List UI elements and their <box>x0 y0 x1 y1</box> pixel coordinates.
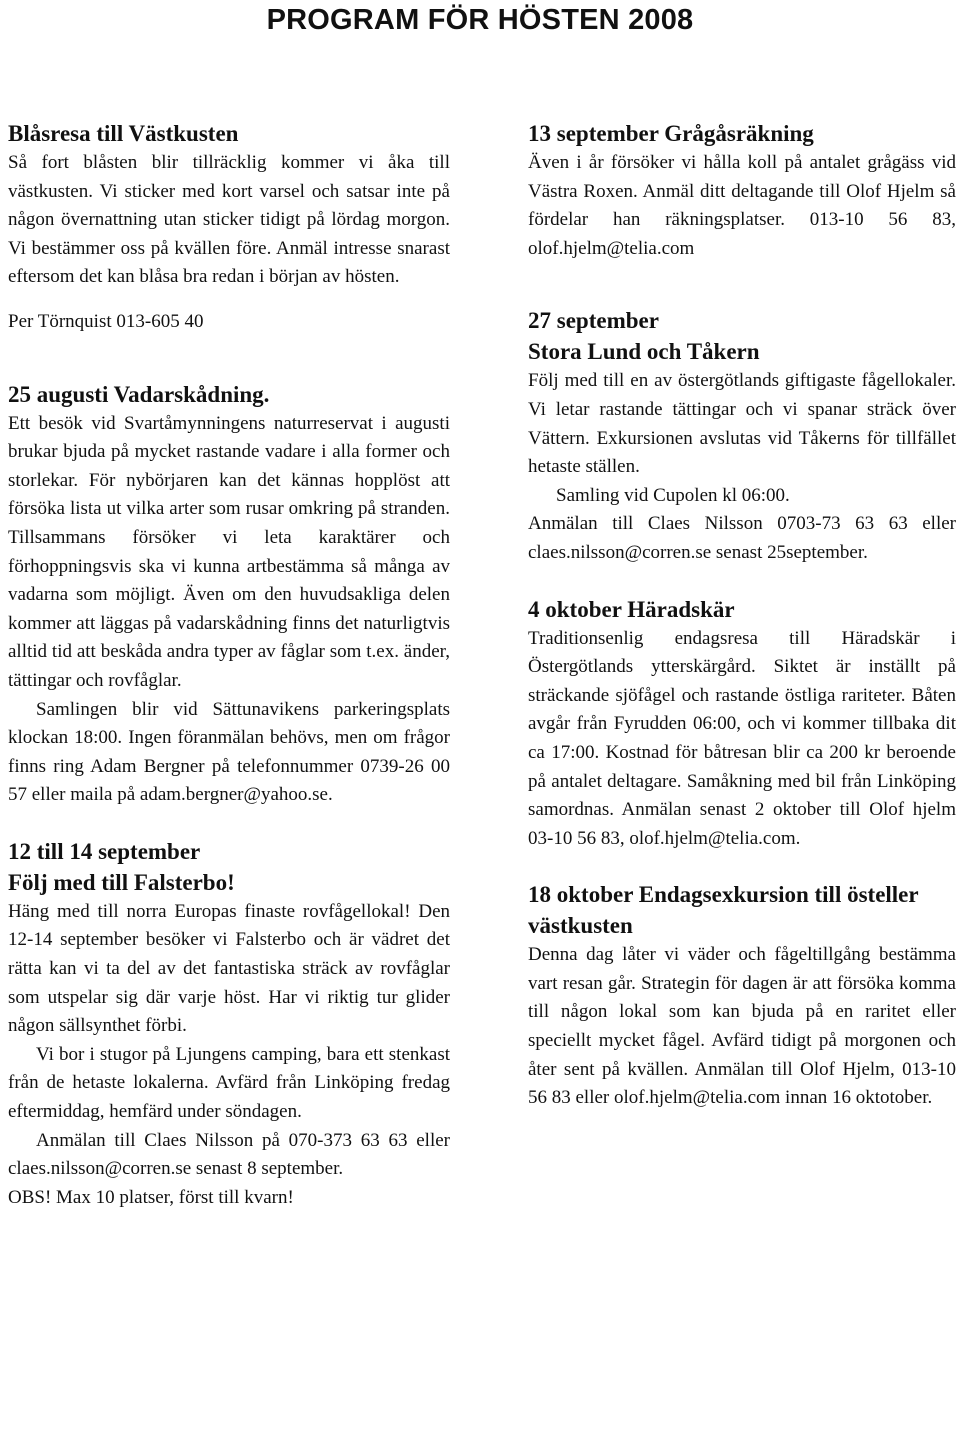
section-endagsexkursion <box>528 879 956 1113</box>
section-body-registration: Anmälan till Claes Nilsson på 070-373 63 63 eller claes.nilsson@corren.se senast 8 september. <box>8 1129 450 1180</box>
section-stora-lund <box>528 305 956 567</box>
obs-note: OBS! Max 10 platser, först till kvarn! <box>8 1186 294 1208</box>
section-body-accommodation: Vi bor i stugor på Ljungens camping, bara ett stenkast från de hetaste lokalerna. Avfärd från Linköping fredag eftermiddag, hemfärd under söndagen. <box>8 1043 450 1123</box>
section-gragasrakning <box>528 118 956 263</box>
section-falsterbo <box>8 836 450 1213</box>
section-body: Traditionsenlig endagsresa till Häradskär i Östergötlands ytterskärgård. Siktet är inställt på sträckande sjöfågel och rastande östliga rariteter. Båten avgår från Fyrudden 06:00, och vi kommer tillbaka dit ca 17:00. Kostnad för båtresan blir ca 200 kr beroende på antalet deltagare. Samåkning med bil från Linköping samordnas. Anmälan senast 2 oktober till Olof hjelm 03-10 56 83, olof.hjelm@telia.com. <box>528 627 956 849</box>
page-title: PROGRAM FÖR HÖSTEN 2008 <box>266 4 694 36</box>
section-heading: 25 augusti Vadarskådning. <box>8 381 270 407</box>
section-body: Så fort blåsten blir tillräcklig kommer vi åka till västkusten. Vi sticker med kort varsel och satsar inte på någon övernattning utan sticker tidigt på lördag morgon. Vi bestämmer oss på kvällen före. Anmäl intresse snarast eftersom det kan blåsa bra redan i början av hösten. <box>8 152 450 288</box>
contact-line: Per Törnquist 013-605 40 <box>8 310 204 332</box>
section-body-meeting: Samling vid Cupolen kl 06:00. <box>556 484 790 506</box>
section-heading-date: 12 till 14 september <box>8 838 201 864</box>
section-body: Ett besök vid Svartåmynningens naturreservat i augusti brukar bjuda på mycket rastande vadare i alla former och storlekar. För nybörjaren kan det kännas hopplöst att försöka lista ut vilka arter som rusar omkring på stranden. Tillsammans försöker vi leta karaktärer och förhoppningsvis ska vi kunna artbestämma så många av vadarna som möjligt. Även om den huvudsakliga delen kommer att läggas på vadarskådning finns det naturligtvis alltid tid att beskåda andra typer av fåglar som t.ex. änder, tättingar och rovfåglar. <box>8 412 450 691</box>
section-heading: 18 oktober Endagsexkursion till östeller västkusten <box>528 882 919 939</box>
section-heading-date: 27 september <box>528 308 659 334</box>
section-heading: 13 september Grågåsräkning <box>528 121 814 146</box>
section-vadarskadning <box>8 379 450 810</box>
section-heading: Följ med till Falsterbo! <box>8 869 235 895</box>
section-body: Denna dag låter vi väder och fågeltillgång bestämma vart resan går. Strategin för dagen är att försöka komma till någon lokal som kan bjuda på en raritet eller speciellt mycket fågel. Avfärd tidigt på morgonen och åter sent på kvällen. Anmälan till Olof Hjelm, 013-10 56 83 eller olof.hjelm@telia.com innan 16 oktotober. <box>528 944 956 1109</box>
section-heading: Blåsresa till Västkusten <box>8 121 239 146</box>
section-haradskar <box>528 594 956 854</box>
section-body: Följ med till en av östergötlands giftigaste fågellokaler. Vi letar rastande tättingar och vi spanar sträck över Vättern. Exkursionen avslutas vid Tåkerns för tillfället hetaste ställen. <box>528 370 956 478</box>
right-column <box>528 118 956 1113</box>
section-heading: 4 oktober Häradskär <box>528 596 735 622</box>
section-heading: Stora Lund och Tåkern <box>528 339 760 365</box>
section-body-registration: Anmälan till Claes Nilsson 0703-73 63 63 eller claes.nilsson@corren.se senast 25september. <box>528 513 956 563</box>
section-body-meeting: Samlingen blir vid Sättunavikens parkeringsplats klockan 18:00. Ingen föranmälan behövs, men om frågor finns ring Adam Bergner på telefonnummer 0739-26 00 57 eller maila på adam.bergner@yahoo.se. <box>8 698 450 806</box>
left-column <box>8 118 450 1212</box>
section-body: Även i år försöker vi hålla koll på antalet grågäss vid Västra Roxen. Anmäl ditt deltagande till Olof Hjelm så fördelar han räkningsplatser. 013-10 56 83, olof.hjelm@telia.com <box>528 152 956 259</box>
section-blasresa <box>8 118 450 337</box>
section-body: Häng med till norra Europas finaste rovfågellokal! Den 12-14 september besöker vi Falsterbo och är vädret det rätta kan vi ta del av det fantastiska sträck av rovfåglar som utspelar sig där varje höst. Har vi riktig tur glider någon sällsynthet förbi. <box>8 900 450 1037</box>
